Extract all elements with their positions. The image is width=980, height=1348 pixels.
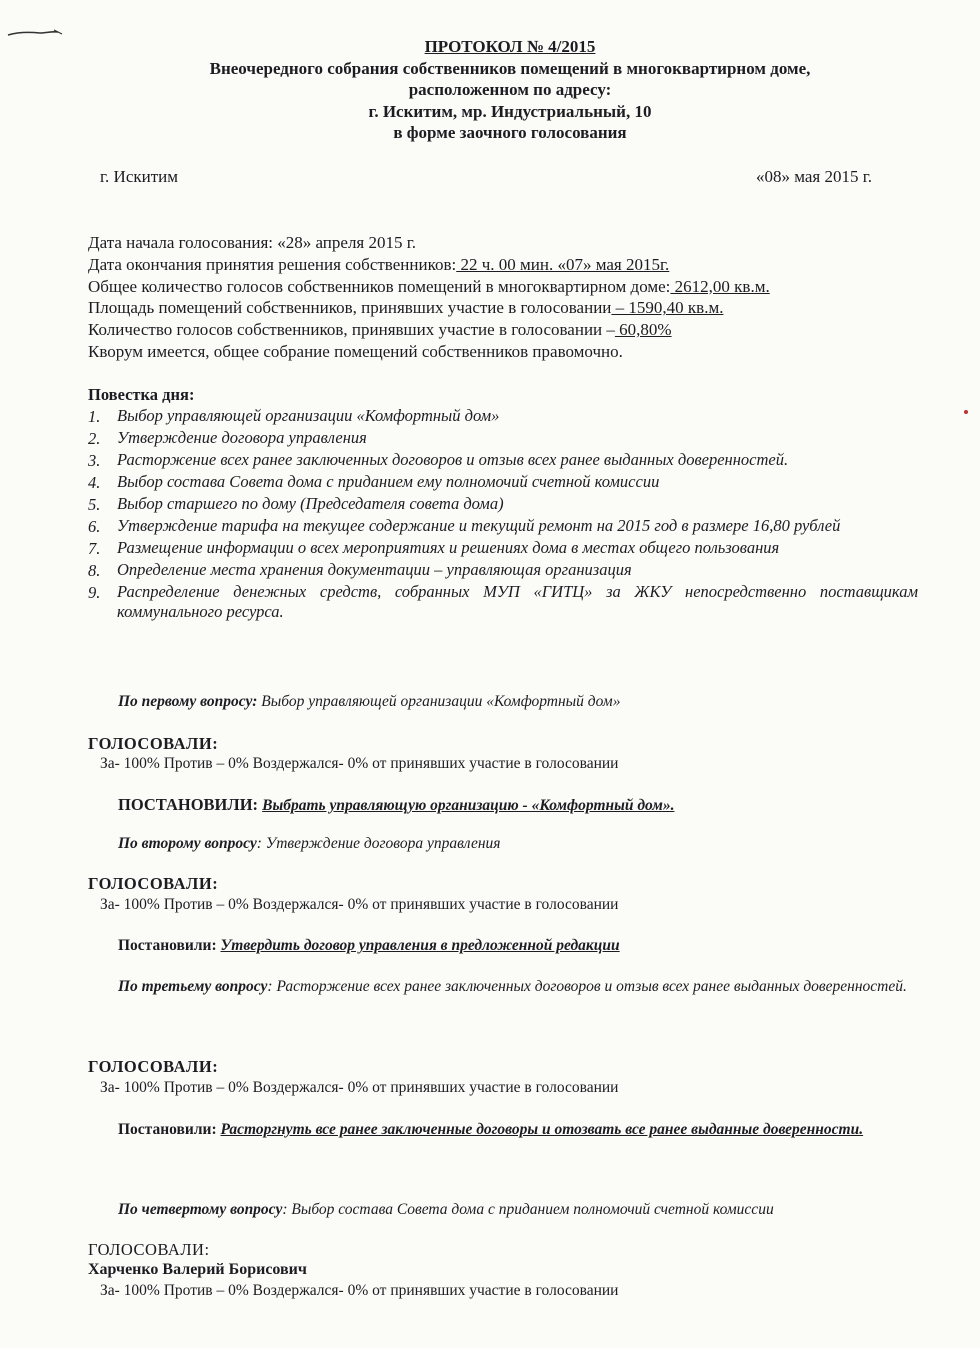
total-value: 2612,00 кв.м. [670,276,770,296]
question-1-text: Выбор управляющей организации «Комфортный дом» [257,693,621,710]
question-2 [118,834,918,854]
count-line [88,319,918,341]
question-4-label: По четвертому вопросу [118,1201,283,1218]
resolution-1-text: Выбрать управляющую организацию - «Комфортный дом». [262,797,675,814]
voted-heading-1: ГОЛОСОВАЛИ: [88,734,219,753]
end-date-line [88,254,918,276]
council-member-name: Харченко Валерий Борисович [88,1261,307,1278]
agenda-item [88,472,918,494]
agenda-text: Выбор управляющей организации «Комфортный дом» [117,406,500,425]
agenda-num: 6. [88,517,101,536]
agenda-text: Определение места хранения документации – управляющая организация [117,560,632,579]
resolution-3 [118,1120,918,1140]
agenda-item [88,538,918,560]
agenda-text: Размещение информации о всех мероприятиях и решениях дома в местах общего пользования [117,538,780,557]
header-line-2: расположенном по адресу: [408,80,612,99]
agenda-title: Повестка дня: [88,385,195,404]
ink-dot [964,410,968,414]
agenda-item [88,516,918,538]
agenda-item [88,494,918,516]
question-4 [118,1200,918,1220]
header-form: в форме заочного голосования [393,123,627,142]
question-2-text: : Утверждение договора управления [256,835,501,852]
resolution-2-label: Постановили: [118,937,221,954]
area-value: – 1590,40 кв.м. [611,298,724,318]
voted-heading-3: ГОЛОСОВАЛИ: [88,1057,219,1076]
voted-heading-2: ГОЛОСОВАЛИ: [88,874,219,893]
resolution-2-text: Утвердить договор управления в предложенной редакции [220,937,620,954]
pen-mark [6,26,66,40]
vote-result-1: За- 100% Против – 0% Воздержался- 0% от принявших участие в голосовании [100,755,619,772]
agenda-item [88,450,918,472]
vote-result-4: За- 100% Против – 0% Воздержался- 0% от принявших участие в голосовании [100,1282,619,1299]
document-header [100,36,920,144]
total-votes-line [88,276,918,298]
header-line-1: Внеочередного собрания собственников помещений в многоквартирном доме, [209,58,811,78]
agenda-num: 3. [88,451,101,470]
header-address: г. Искитим, мр. Индустриальный, 10 [368,101,652,121]
question-3 [118,977,918,997]
protocol-title: ПРОТОКОЛ № 4/2015 [424,37,596,56]
area-line [88,297,918,319]
agenda-num: 1. [88,407,101,426]
agenda-text: Распределение денежных средств, собранных МУП «ГИТЦ» за ЖКУ непосредственно поставщикам коммунального ресурса. [117,582,918,621]
resolution-1-label: ПОСТАНОВИЛИ: [118,795,263,814]
question-1-label: По первому вопросу: [118,693,258,710]
agenda-text: Утверждение тарифа на текущее содержание и текущий ремонт на 2015 год в размере 16,80 рублей [117,516,841,535]
agenda-text: Выбор состава Совета дома с приданием ему полномочий счетной комиссии [117,472,660,491]
resolution-1 [118,795,918,816]
end-label: Дата окончания принятия решения собственников: [88,254,457,274]
agenda-item [88,428,918,450]
agenda-num: 8. [88,561,101,580]
agenda-item [88,406,918,428]
agenda-num: 4. [88,473,101,492]
agenda-num: 2. [88,429,101,448]
question-1 [118,692,918,712]
agenda-num: 9. [88,583,101,602]
vote-result-3: За- 100% Против – 0% Воздержался- 0% от принявших участие в голосовании [100,1079,619,1096]
place: г. Искитим [100,167,179,186]
question-4-text: : Выбор состава Совета дома с приданием полномочий счетной комиссии [282,1201,774,1218]
voting-info [88,232,918,363]
question-3-label: По третьему вопросу [118,978,268,995]
start-date-line [88,232,918,254]
start-label: Дата начала голосования: [88,233,273,252]
agenda-list [88,406,918,624]
agenda-text: Утверждение договора управления [117,428,367,447]
document-date: «08» мая 2015 г. [755,167,872,186]
total-label: Общее количество голосов собственников помещений в многоквартирном доме: [88,276,671,296]
question-2-label: По второму вопросу [118,835,257,852]
end-value: 22 ч. 00 мин. «07» мая 2015г. [456,254,670,274]
agenda-text: Выбор старшего по дому (Председателя совета дома) [117,494,504,513]
count-label: Количество голосов собственников, принявших участие в голосовании – [88,320,615,340]
agenda-num: 7. [88,539,101,558]
resolution-3-label: Постановили: [118,1121,221,1138]
voted-heading-4: ГОЛОСОВАЛИ: [88,1240,210,1259]
start-value: «28» апреля 2015 г. [277,233,417,252]
agenda-item [88,582,918,624]
count-value: 60,80% [614,320,672,340]
question-3-text: : Расторжение всех ранее заключенных договоров и отзыв всех ранее выданных доверенностей. [267,978,907,995]
agenda-text: Расторжение всех ранее заключенных договоров и отзыв всех ранее выданных доверенностей. [117,450,789,469]
resolution-2 [118,936,918,956]
area-label: Площадь помещений собственников, принявших участие в голосовании [88,298,612,318]
agenda-item [88,560,918,582]
quorum-line: Кворум имеется, общее собрание помещений собственников правомочно. [88,341,623,361]
vote-result-2: За- 100% Против – 0% Воздержался- 0% от принявших участие в голосовании [100,896,619,913]
agenda-num: 5. [88,495,101,514]
resolution-3-text: Расторгнуть все ранее заключенные договоры и отозвать все ранее выданные доверенности. [220,1121,864,1138]
